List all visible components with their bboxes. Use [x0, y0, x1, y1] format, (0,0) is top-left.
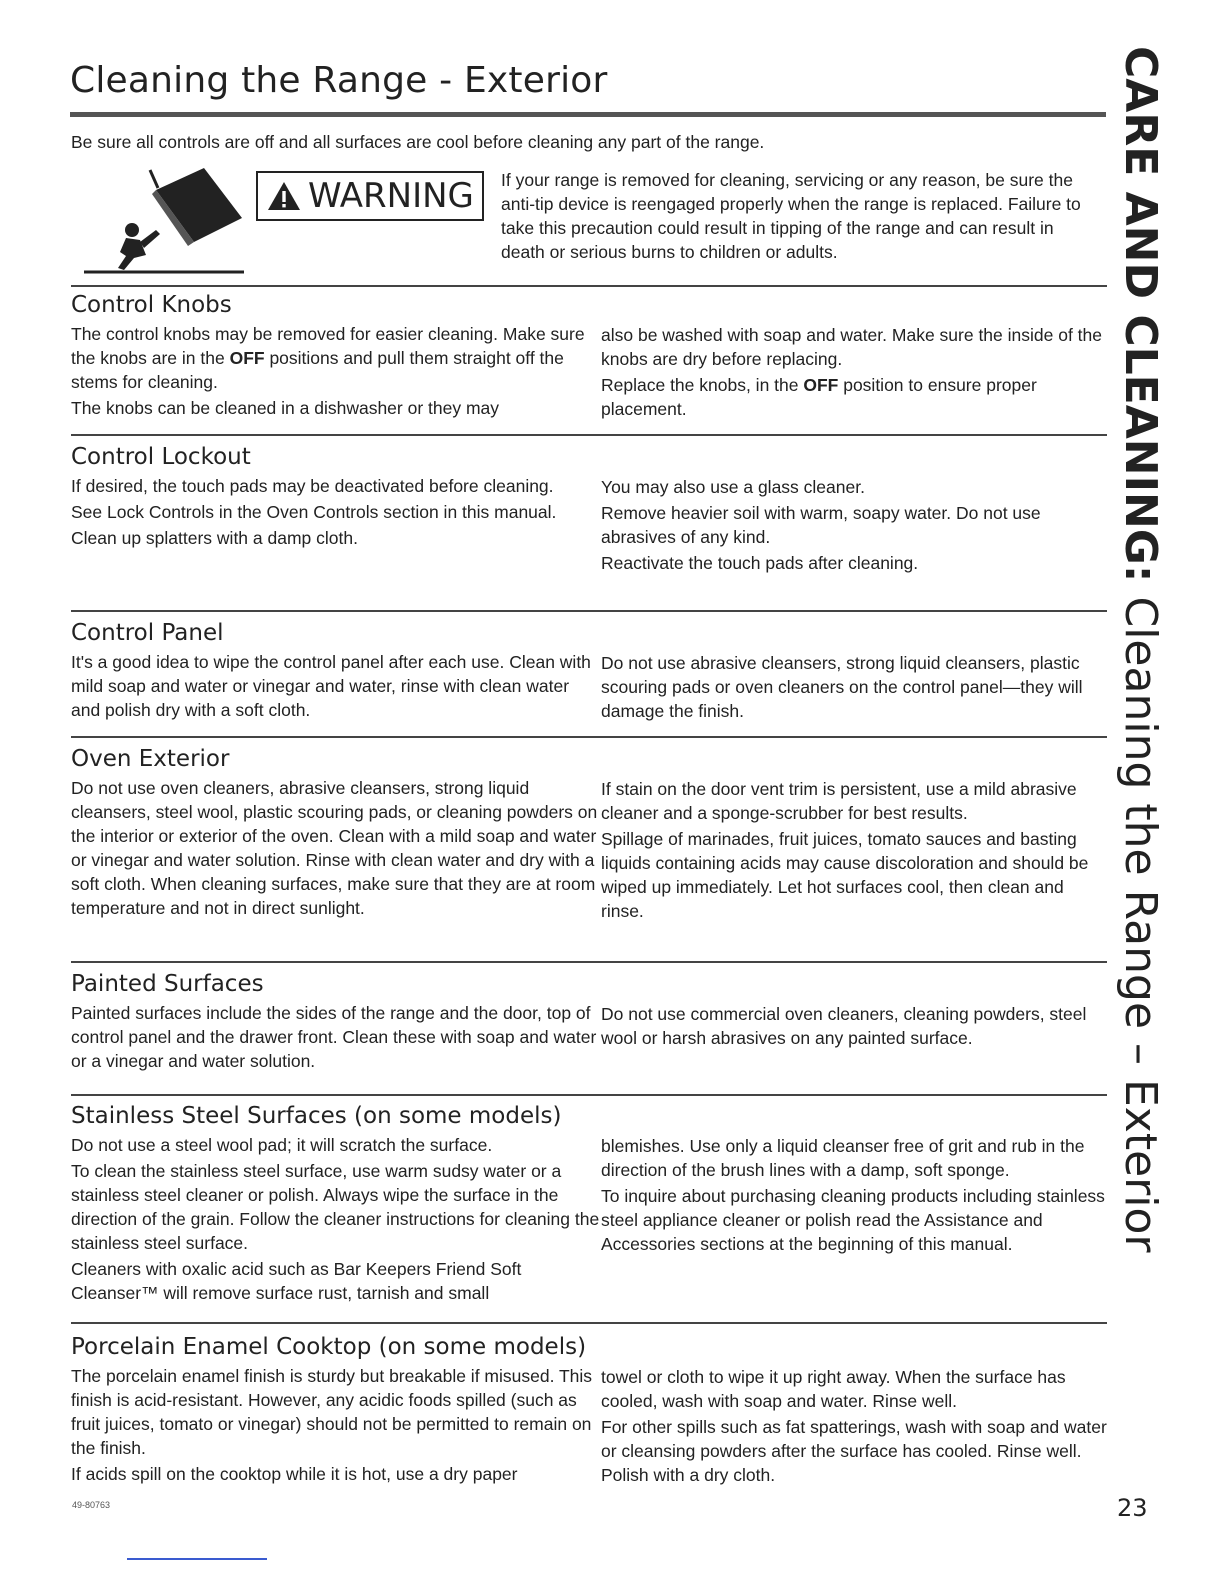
paragraph: For other spills such as fat spatterings, wash with soap and water or cleansing powders after the surface has cooled. Rinse well. Polish with a dry cloth.	[601, 1417, 1107, 1485]
section-porcelain-enamel	[71, 1334, 1107, 1488]
section-stainless-steel	[71, 1103, 1107, 1307]
section-left-column	[71, 474, 601, 550]
paragraph: Painted surfaces include the sides of the range and the door, top of control panel and the drawer front. Clean these with soap and water or a vinegar and water solution.	[71, 1003, 597, 1071]
chapter-name: CARE AND CLEANING:	[1115, 46, 1166, 583]
warning-triangle-icon	[266, 180, 302, 212]
section-oven-exterior	[71, 746, 1107, 922]
page-number: 23	[1117, 1494, 1148, 1522]
section-left-column	[71, 1133, 601, 1305]
chapter-topic: Cleaning the Range – Exterior	[1115, 582, 1166, 1253]
section-right-column	[601, 475, 1111, 577]
paragraph: The knobs can be cleaned in a dishwasher or they may	[71, 398, 500, 418]
section-left-column	[71, 650, 601, 722]
section-rule	[71, 1094, 1107, 1096]
page-title: Cleaning the Range - Exterior	[70, 60, 608, 101]
chapter-side-label	[1115, 46, 1166, 1253]
section-rule	[71, 610, 1107, 612]
paragraph: Cleaners with oxalic acid such as Bar Keepers Friend Soft Cleanser™ will remove surface rust, tarnish and small	[71, 1259, 522, 1303]
paragraph: Do not use abrasive cleansers, strong liquid cleansers, plastic scouring pads or oven cleaners on the control panel—they will damage the finish.	[601, 653, 1083, 721]
paragraph: also be washed with soap and water. Make sure the inside of the knobs are dry before replacing.	[601, 325, 1102, 369]
paragraph: Do not use a steel wool pad; it will scratch the surface.	[71, 1135, 493, 1155]
paragraph: Clean up splatters with a damp cloth.	[71, 528, 358, 548]
paragraph: Remove heavier soil with warm, soapy water. Do not use abrasives of any kind.	[601, 503, 1041, 547]
section-left-column	[71, 322, 601, 420]
section-right-column	[601, 777, 1111, 925]
paragraph: The porcelain enamel finish is sturdy but breakable if misused. This finish is acid-resistant. However, any acidic foods spilled (such as fruit juices, tomato or vinegar) should not be permitted to remain on the finish.	[71, 1366, 593, 1458]
paragraph: If desired, the touch pads may be deactivated before cleaning.	[71, 476, 554, 496]
section-title: Stainless Steel Surfaces (on some models)	[71, 1103, 562, 1129]
section-rule	[71, 736, 1107, 738]
paragraph: It's a good idea to wipe the control panel after each use. Clean with mild soap and water or vinegar and water, rinse with clean water and polish dry with a soft cloth.	[71, 652, 591, 720]
section-control-lockout	[71, 444, 1107, 573]
section-right-column	[601, 651, 1111, 725]
paragraph: Reactivate the touch pads after cleaning.	[601, 553, 919, 573]
paragraph: To clean the stainless steel surface, use warm sudsy water or a stainless steel cleaner or polish. Always wipe the surface in the direction of the grain. Follow the cleaner instructions for cleaning the stainless steel surface.	[71, 1161, 600, 1253]
section-right-column	[601, 1365, 1111, 1489]
section-rule	[71, 434, 1107, 436]
warning-box	[256, 171, 484, 221]
section-painted-surfaces	[71, 971, 1107, 1075]
title-rule	[70, 112, 1106, 117]
bottom-link-line	[127, 1558, 267, 1560]
section-title: Control Knobs	[71, 292, 232, 318]
paragraph: See Lock Controls in the Oven Controls section in this manual.	[71, 502, 557, 522]
section-title: Control Lockout	[71, 444, 251, 470]
paragraph: To inquire about purchasing cleaning products including stainless steel appliance cleaner or polish read the Assistance and Accessories sections at the beginning of this manual.	[601, 1186, 1105, 1254]
warning-label: WARNING	[308, 176, 474, 216]
warning-text: If your range is removed for cleaning, servicing or any reason, be sure the anti-tip device is reengaged properly when the range is replaced. Failure to take this precaution could result in tipping of the range and can result in death or serious burns to children or adults.	[501, 170, 1081, 262]
section-control-knobs	[71, 292, 1107, 422]
section-rule	[71, 961, 1107, 963]
section-title: Oven Exterior	[71, 746, 230, 772]
section-left-column	[71, 1364, 601, 1486]
paragraph: towel or cloth to wipe it up right away. When the surface has cooled, wash with soap and water. Rinse well.	[601, 1367, 1066, 1411]
section-left-column	[71, 1001, 601, 1073]
section-control-panel	[71, 620, 1107, 724]
section-rule	[71, 285, 1107, 287]
section-right-column	[601, 1134, 1111, 1258]
anti-tip-illustration	[84, 160, 254, 275]
section-title: Porcelain Enamel Cooktop (on some models)	[71, 1334, 587, 1360]
chapter-side-tab	[1115, 46, 1166, 1253]
paragraph: Replace the knobs, in the OFF position to ensure proper placement.	[601, 375, 1037, 419]
paragraph: The control knobs may be removed for easier cleaning. Make sure the knobs are in the OFF positions and pull them straight off the stems for cleaning.	[71, 324, 585, 392]
paragraph: If acids spill on the cooktop while it is hot, use a dry paper	[71, 1464, 518, 1484]
section-left-column	[71, 776, 601, 920]
section-title: Painted Surfaces	[71, 971, 264, 997]
section-right-column	[601, 323, 1111, 423]
paragraph: You may also use a glass cleaner.	[601, 477, 865, 497]
paragraph: If stain on the door vent trim is persistent, use a mild abrasive cleaner and a sponge-scrubber for best results.	[601, 779, 1077, 823]
paragraph: Do not use oven cleaners, abrasive cleansers, strong liquid cleansers, steel wool, plastic scouring pads, or cleaning powders on the interior or exterior of the oven. Clean with a mild soap and water or vinegar and water solution. Rinse with clean water and dry with a soft cloth. When cleaning surfaces, make sure that they are at room temperature and not in direct sunlight.	[71, 778, 598, 918]
paragraph: Spillage of marinades, fruit juices, tomato sauces and basting liquids containing acids may cause discoloration and should be wiped up immediately. Let hot surfaces cool, then clean and rinse.	[601, 829, 1089, 921]
section-rule	[71, 1322, 1107, 1324]
paragraph: blemishes. Use only a liquid cleanser free of grit and rub in the direction of the brush lines with a damp, soft sponge.	[601, 1136, 1085, 1180]
intro-text: Be sure all controls are off and all surfaces are cool before cleaning any part of the range.	[71, 132, 765, 152]
document-number: 49-80763	[72, 1500, 111, 1510]
section-right-column	[601, 1002, 1111, 1052]
section-title: Control Panel	[71, 620, 224, 646]
paragraph: Do not use commercial oven cleaners, cleaning powders, steel wool or harsh abrasives on any painted surface.	[601, 1004, 1087, 1048]
